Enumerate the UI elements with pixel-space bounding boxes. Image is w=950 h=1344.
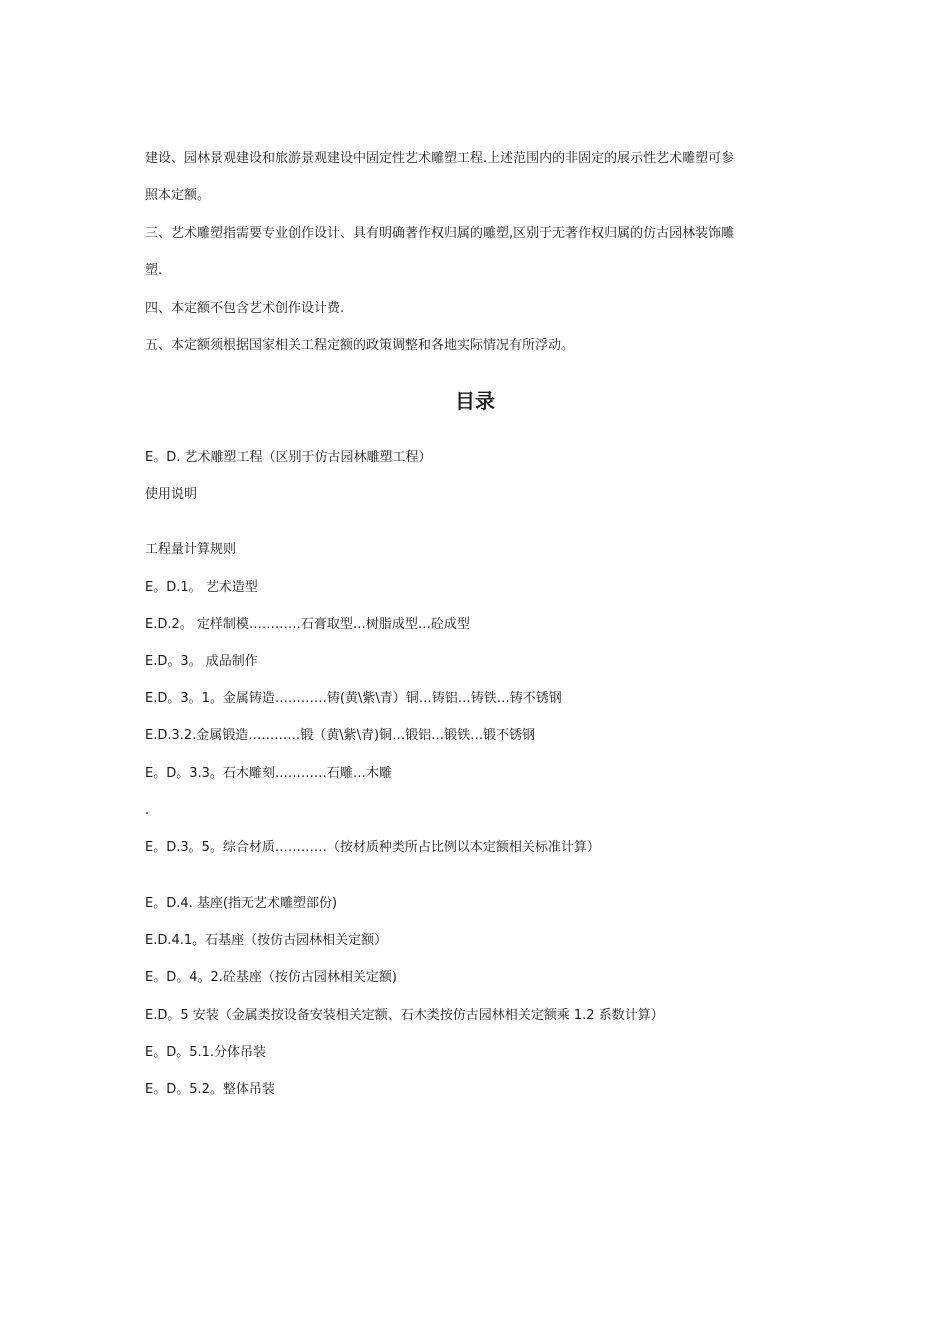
- toc-item: .: [145, 803, 150, 818]
- toc-item: 使用说明: [145, 487, 198, 502]
- toc-item: E。D。5.1.分体吊装: [145, 1045, 267, 1060]
- toc-item: E。D. 艺术雕塑工程（区别于仿古园林雕塑工程）: [145, 450, 432, 465]
- toc-item: E.D.3.2.金属锻造…………锻（黄\紫\青)铜…锻铝…锻铁…锻不锈钢: [145, 728, 536, 743]
- toc-item: E。D。3.3。石木雕刻…………石雕…木雕: [145, 766, 392, 781]
- intro-paragraph: 五、本定额须根据国家相关工程定额的政策调整和各地实际情况有所浮动。: [145, 338, 575, 353]
- toc-item: E。D.4. 基座(指无艺术雕塑部份): [145, 896, 338, 911]
- toc-item: E。D.1。 艺术造型: [145, 580, 258, 595]
- intro-paragraph-line: 三、艺术雕塑指需要专业创作设计、具有明确著作权归属的雕塑,区别于无著作权归属的仿古园林装饰雕: [145, 226, 735, 241]
- toc-item: E.D.4.1。石基座（按仿古园林相关定额）: [145, 933, 388, 948]
- toc-item: E.D。5 安装（金属类按设备安装相关定额、石木类按仿古园林相关定额乘 1.2 系数计算）: [145, 1008, 664, 1023]
- toc-item: E.D。3。 成品制作: [145, 654, 258, 669]
- toc-item: E。D.3。5。综合材质…………（按材质种类所占比例以本定额相关标准计算）: [145, 840, 600, 855]
- intro-paragraph-line: 建设、园林景观建设和旅游景观建设中固定性艺术雕塑工程.上述范围内的非固定的展示性艺术雕塑可参: [145, 151, 735, 166]
- intro-paragraph: 四、本定额不包含艺术创作设计费.: [145, 301, 345, 316]
- toc-item: E。D。4。2.砼基座（按仿古园林相关定额): [145, 970, 397, 985]
- toc-item: E.D.2。 定样制模…………石膏取型…树脂成型…砼成型: [145, 617, 470, 632]
- toc-item: 工程量计算规则: [145, 542, 237, 557]
- intro-paragraph-line: 照本定额。: [145, 188, 211, 203]
- toc-title: 目录: [455, 389, 495, 413]
- toc-item: E。D。5.2。整体吊装: [145, 1082, 275, 1097]
- toc-item: E.D。3。1。金属铸造…………铸(黄\紫\青）铜…铸铝…铸铁…铸不锈钢: [145, 691, 562, 706]
- intro-paragraph-line: 塑.: [145, 263, 163, 278]
